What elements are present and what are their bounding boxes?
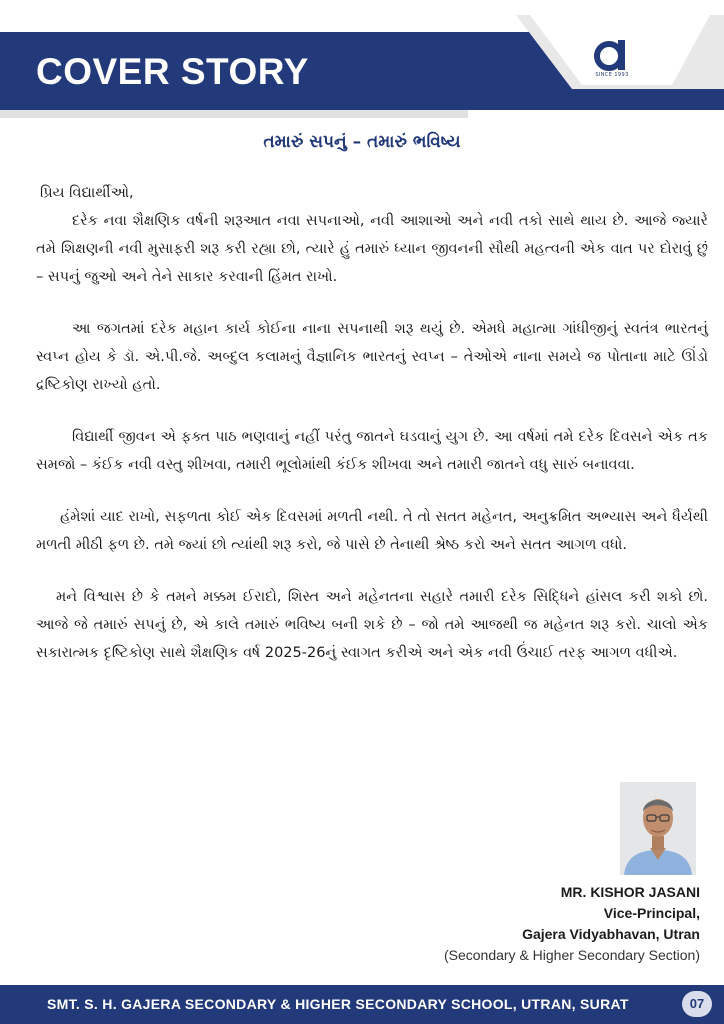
paragraph: મને વિશ્વાસ છે કે તમને મક્કમ ઈરાદો, શિસ્ત અને મહેનતના સહારે તમારી દરેક સિદ્ધિને હાંસલ કરી શકો છો. આજે જે તમારું સપનું છે, એ કાલે તમારું ભવિષ્ય બની શકે છે – જો તમે આજથી જ મહેનત શરૂ કરો. ચાલો એક સકારાત્મક દૃષ્ટિકોણ સાથે શૈક્ષણિક વર્ષ 2025-26નું સ્વાગત કરીએ અને એક નવી ઉંચાઈ તરફ આગળ વધીએ.: [36, 589, 708, 661]
paragraph: હંમેશાં યાદ રાખો, સફળતા કોઈ એક દિવસમાં મળતી નથી. તે તો સતત મહેનત, અનુક્રમિત અભ્યાસ અને ધૈર્યથી મળતી મીઠી ફળ છે. તમે જ્યાં છો ત્યાંથી શરૂ કરો, જે પાસે છે તેનાથી શ્રેષ્ઠ કરો અને સતત આગળ વધો.: [36, 509, 708, 553]
paragraph: આ જગતમાં દરેક મહાન કાર્ય કોઈના નાના સપનાથી શરૂ થયું છે. એમધે મહાત્મા ગાંધીજીનું સ્વતંત્ર ભારતનું સ્વપ્ન હોય કે ડૉ. એ.પી.જે. અબ્દુલ કલામનું વૈજ્ઞાનિક ભારતનું સ્વપ્ન – તેઓએ નાના સમયે જ પોતાના માટે ઊંડો દ્રષ્ટિકોણ રાખ્યો હતો.: [36, 321, 708, 393]
school-logo-icon: [592, 36, 632, 74]
page-number-badge: 07: [682, 991, 712, 1017]
signature-block: [444, 882, 700, 966]
footer-school-name: SMT. S. H. GAJERA SECONDARY & HIGHER SECONDARY SCHOOL, UTRAN, SURAT: [47, 996, 629, 1012]
author-name: MR. KISHOR JASANI: [560, 884, 700, 900]
article-body: [36, 179, 708, 667]
greeting: પ્રિય વિદ્યાર્થીઓ,: [40, 185, 134, 201]
author-photo: [620, 782, 696, 875]
author-section: (Secondary & Higher Secondary Section): [443, 947, 700, 963]
article-title: તમારું સપનું – તમારું ભવિષ્ય: [263, 132, 461, 152]
logo-since-text: SINCE 1993: [595, 72, 629, 78]
author-institution: Gajera Vidyabhavan, Utran: [522, 926, 700, 942]
header-underline: [0, 110, 468, 118]
section-title: COVER STORY: [36, 51, 309, 92]
paragraph: વિદ્યાર્થી જીવન એ ફક્ત પાઠ ભણવાનું નહીં પરંતુ જાતને ઘડવાનું યુગ છે. આ વર્ષમાં તમે દરેક દિવસને એક તક સમજો – કંઈક નવી વસ્તુ શીખવા, તમારી ભૂલોમાંથી કંઈક શીખવા અને તમારી જાતને વધુ સારું બનાવવા.: [36, 429, 708, 473]
paragraph: દરેક નવા શૈક્ષણિક વર્ષની શરૂઆત નવા સપનાઓ, નવી આશાઓ અને નવી તકો સાથે થાય છે. આજે જ્યારે તમે શિક્ષણની નવી મુસાફરી શરૂ કરી રહ્યા છો, ત્યારે હું તમારું ધ્યાન જીવનની સૌથી મહત્વની એક વાત પર દોરાવું છું – સપનું જુઓ અને તેને સાકાર કરવાની હિંમત રાખો.: [36, 213, 708, 285]
author-designation: Vice-Principal,: [603, 905, 700, 921]
